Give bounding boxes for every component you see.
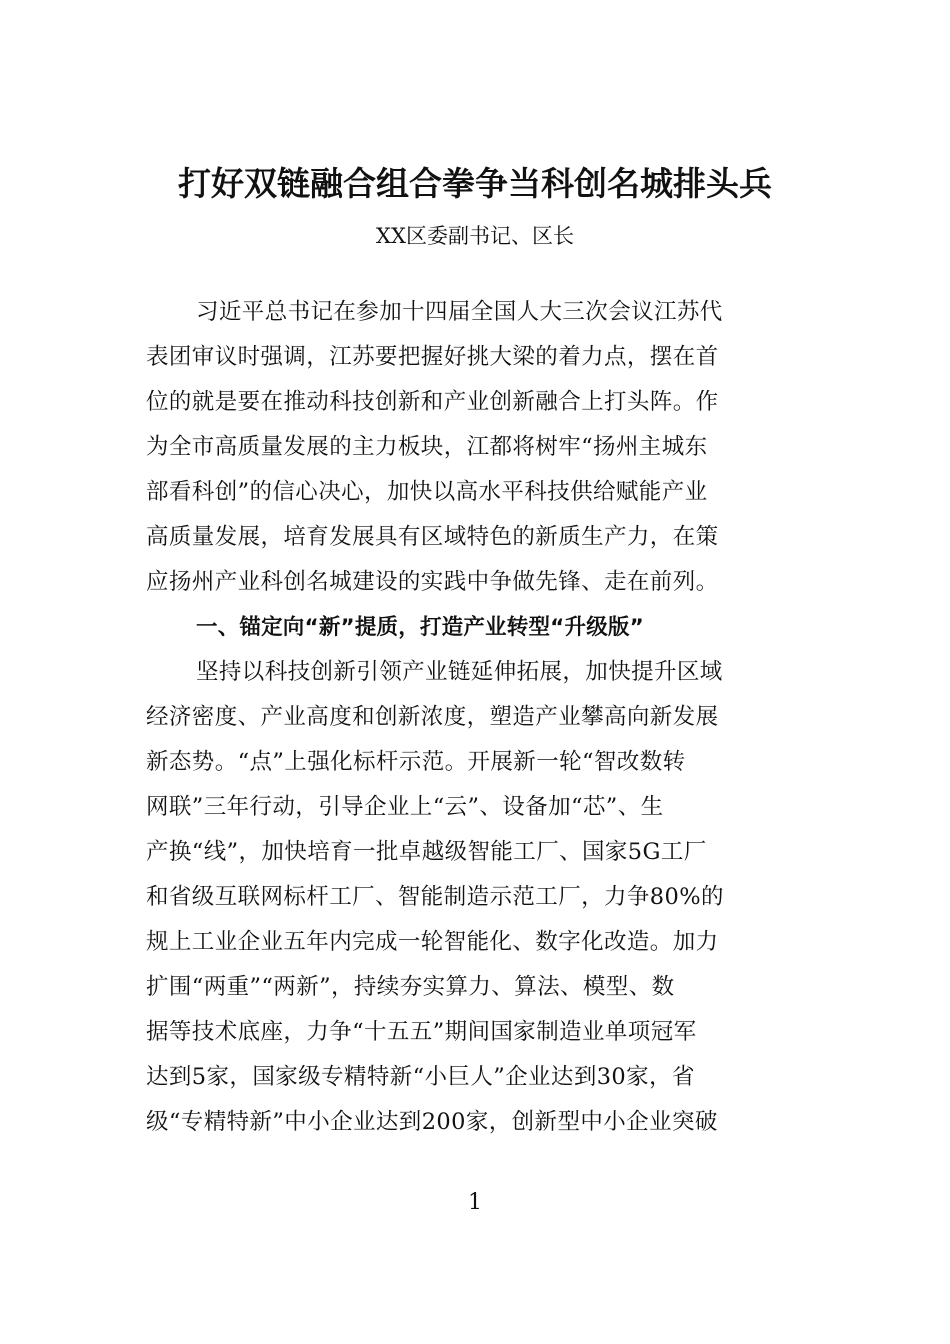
paragraph-intro <box>146 290 806 605</box>
paragraph-line: 应扬州产业科创名城建设的实践中争做先锋、走在前列。 <box>146 569 719 595</box>
paragraph-line: 习近平总书记在参加十四届全国人大三次会议江苏代 <box>196 299 723 325</box>
paragraph-section-1 <box>146 650 806 1145</box>
paragraph-line: 网联”三年行动，引导企业上“云”、设备加“芯”、生 <box>146 794 664 820</box>
paragraph-line: 达到5家，国家级专精特新“小巨人”企业达到30家，省 <box>146 1064 695 1090</box>
paragraph-line: 扩围“两重”“两新”，持续夯实算力、算法、模型、数 <box>146 974 675 1000</box>
section-heading: 一、锚定向“新”提质，打造产业转型“升级版” <box>196 615 644 640</box>
paragraph-line: 产换“线”，加快培育一批卓越级智能工厂、国家5G工厂 <box>146 839 707 865</box>
document-author: XX区委副书记、区长 <box>376 224 574 248</box>
paragraph-line: 高质量发展，培育发展具有区域特色的新质生产力，在策 <box>146 524 719 550</box>
document-title: 打好双链融合组合拳争当科创名城排头兵 <box>178 164 772 203</box>
page-number: 1 <box>468 1190 482 1215</box>
paragraph-line: 新态势。“点”上强化标杆示范。开展新一轮“智改数转 <box>146 749 686 775</box>
paragraph-line: 坚持以科技创新引领产业链延伸拓展，加快提升区域 <box>196 659 723 685</box>
document-body <box>146 290 806 1145</box>
paragraph-line: 规上工业企业五年内完成一轮智能化、数字化改造。加力 <box>146 929 719 955</box>
paragraph-line: 表团审议时强调，江苏要把握好挑大梁的着力点，摆在首 <box>146 344 719 370</box>
paragraph-line: 和省级互联网标杆工厂、智能制造示范工厂，力争80%的 <box>146 884 724 910</box>
paragraph-line: 位的就是要在推动科技创新和产业创新融合上打头阵。作 <box>146 389 719 415</box>
paragraph-line: 据等技术底座，力争“十五五”期间国家制造业单项冠军 <box>146 1019 697 1045</box>
paragraph-line: 经济密度、产业高度和创新浓度，塑造产业攀高向新发展 <box>146 704 719 730</box>
paragraph-line: 级“专精特新”中小企业达到200家，创新型中小企业突破 <box>146 1109 718 1135</box>
paragraph-line: 部看科创”的信心决心，加快以高水平科技供给赋能产业 <box>146 479 708 505</box>
paragraph-line: 为全市高质量发展的主力板块，江都将树牢“扬州主城东 <box>146 434 708 460</box>
